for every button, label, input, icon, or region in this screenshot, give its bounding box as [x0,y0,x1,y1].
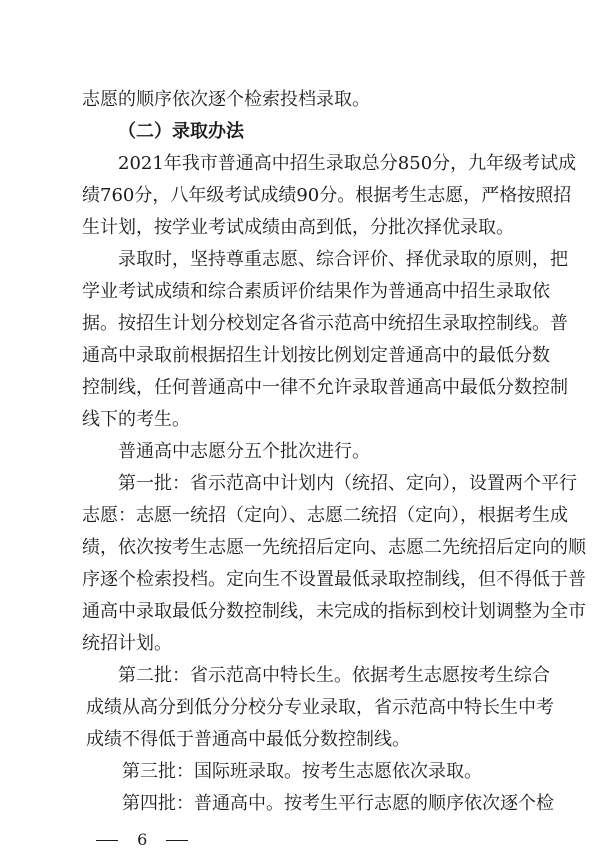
text-line: 志愿的顺序依次逐个检索投档录取。 [82,89,370,110]
text-line: 统招计划。 [82,633,172,654]
footer-dash-right [166,840,188,841]
text-line: 第三批：国际班录取。按考生志愿依次录取。 [122,761,482,782]
text-line: 志愿：志愿一统招（定向）、志愿二统招（定向），根据考生成 [82,505,568,526]
text-line: 序逐个检索投档。定向生不设置最低录取控制线，但不得低于普 [82,569,586,590]
text-line: 第一批：省示范高中计划内（统招、定向），设置两个平行 [118,473,577,494]
text-line: 2021年我市普通高中招生录取总分850分，九年级考试成 [118,153,577,174]
text-line: 普通高中志愿分五个批次进行。 [118,441,370,462]
page-footer [96,830,188,850]
text-line: 成绩从高分到低分分校分专业录取，省示范高中特长生中考 [86,697,554,718]
footer-dash-left [96,840,118,841]
text-line: 控制线，任何普通高中一律不允许录取普通高中最低分数控制 [82,377,568,398]
text-line: 第四批：普通高中。按考生平行志愿的顺序依次逐个检 [122,793,554,814]
section-heading: （二）录取办法 [118,121,244,142]
text-line: 学业考试成绩和综合素质评价结果作为普通高中招生录取依 [82,281,550,302]
text-line: 通高中录取前根据招生计划按比例划定普通高中的最低分数 [82,345,550,366]
text-line: 成绩不得低于普通高中最低分数控制线。 [86,729,410,750]
text-line: 第二批：省示范高中特长生。依据考生志愿按考生综合 [118,665,550,686]
text-line: 线下的考生。 [82,409,190,430]
text-line: 通高中录取最低分数控制线，未完成的指标到校计划调整为全市 [82,601,586,622]
text-line: 生计划，按学业考试成绩由高到低，分批次择优录取。 [82,217,514,238]
page-number: 6 [137,830,148,849]
text-line: 据。按招生计划分校划定各省示范高中统招生录取控制线。普 [82,313,568,334]
text-line: 绩，依次按考生志愿一先统招后定向、志愿二先统招后定向的顺 [82,537,586,558]
text-line: 录取时，坚持尊重志愿、综合评价、择优录取的原则，把 [118,249,568,270]
text-line: 绩760分，八年级考试成绩90分。根据考生志愿，严格按照招 [82,185,572,206]
